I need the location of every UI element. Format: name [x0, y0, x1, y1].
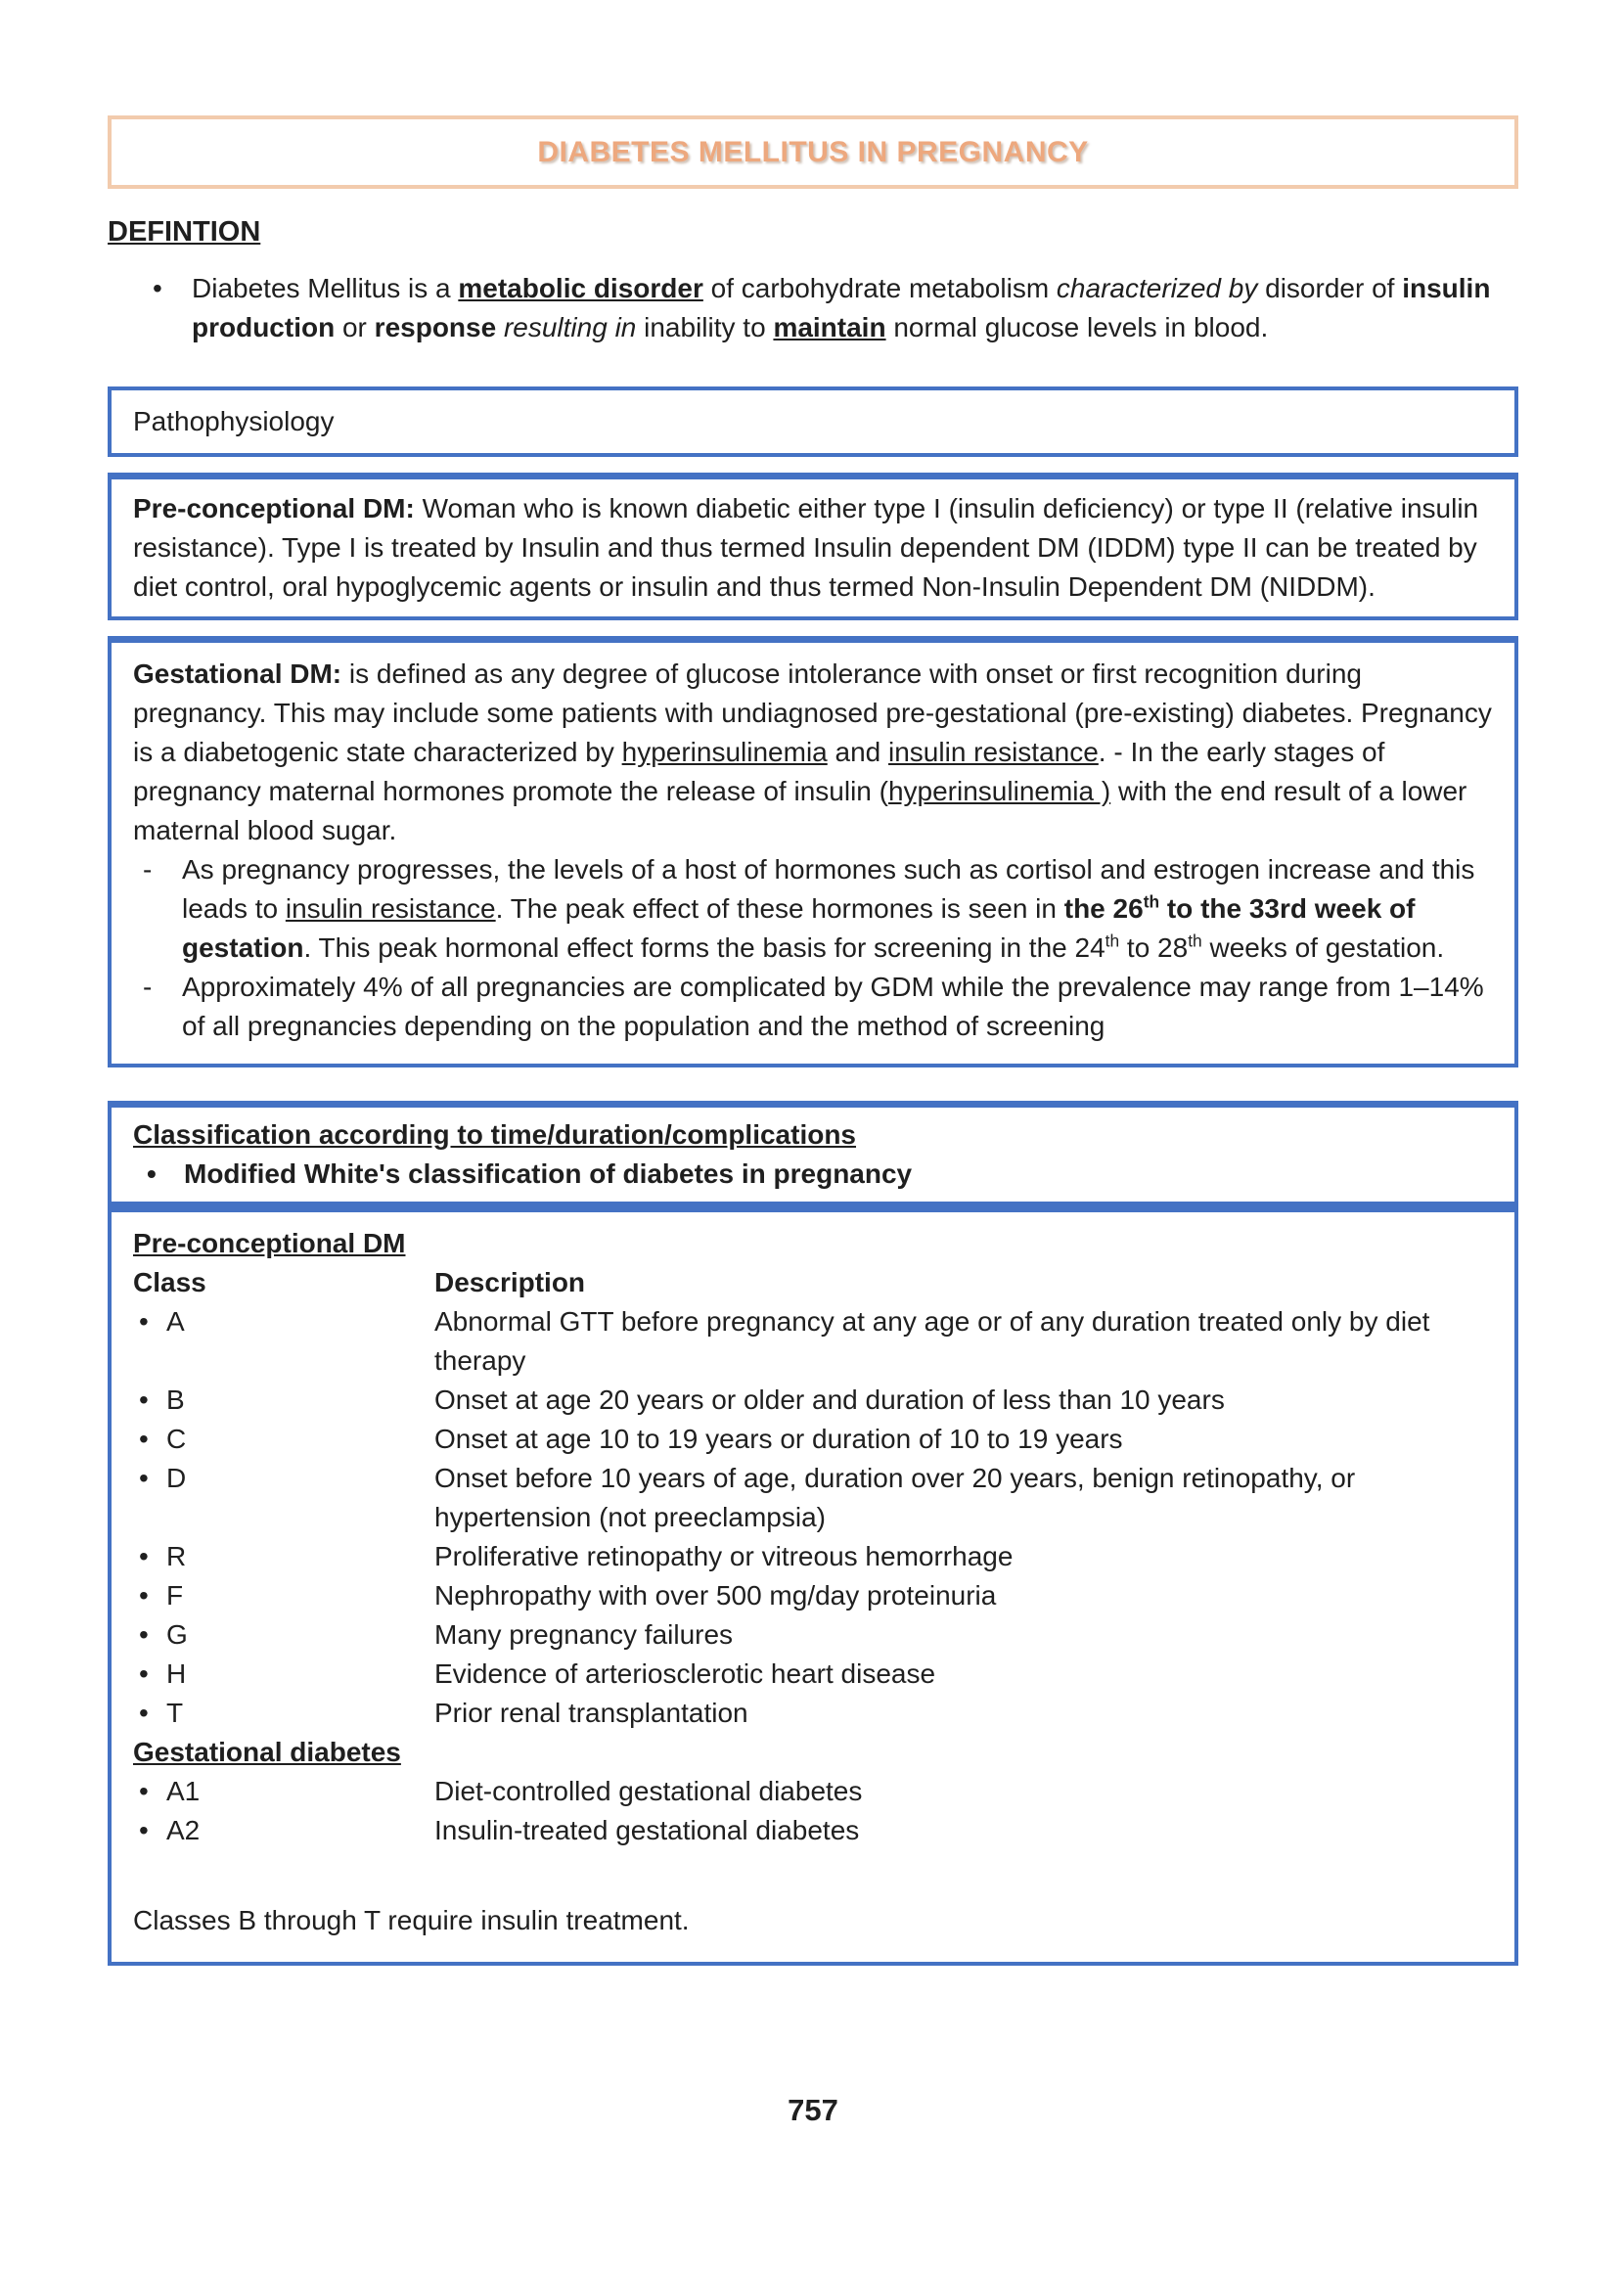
section-heading: Gestational diabetes	[133, 1737, 401, 1767]
bullet-icon: •	[153, 273, 162, 303]
list-item	[133, 850, 1493, 968]
description-column-header: Description	[434, 1267, 586, 1297]
bullet-icon: •	[139, 1385, 149, 1415]
bullet-icon: •	[139, 1424, 149, 1454]
table-row	[133, 1694, 1493, 1733]
table-row	[133, 1381, 1493, 1420]
table-row	[133, 1811, 1493, 1850]
description-cell: Onset at age 10 to 19 years or duration of 10 to 19 years	[434, 1424, 1123, 1454]
description-cell: Prior renal transplantation	[434, 1698, 748, 1728]
description-cell: Onset before 10 years of age, duration over 20 years, benign retinopathy, or hypertension (not preeclampsia)	[434, 1463, 1356, 1532]
bullet-icon: •	[139, 1541, 149, 1571]
table-row	[133, 1615, 1493, 1655]
pathophysiology-label: Pathophysiology	[133, 406, 335, 436]
classification-subheading-row	[133, 1155, 1493, 1194]
bullet-icon: •	[139, 1815, 149, 1845]
preconceptional-dm-box	[108, 473, 1518, 620]
bullet-icon: •	[139, 1306, 149, 1337]
description-cell: Evidence of arteriosclerotic heart disease	[434, 1658, 936, 1689]
class-cell: H	[166, 1658, 187, 1689]
bullet-icon: •	[147, 1158, 157, 1189]
definition-text: Diabetes Mellitus is a metabolic disorder of carbohydrate metabolism characterized by disorder of insulin production or response resulting in inability to maintain normal glucose levels in blood.	[192, 273, 1491, 342]
description-cell: Abnormal GTT before pregnancy at any age or of any duration treated only by diet therapy	[434, 1306, 1430, 1376]
class-cell: G	[166, 1619, 188, 1650]
table-row	[133, 1459, 1493, 1537]
definition-heading: DEFINTION	[108, 216, 261, 248]
bullet-icon: •	[139, 1619, 149, 1650]
bullet-icon: •	[139, 1776, 149, 1806]
table-row	[133, 1537, 1493, 1576]
class-cell: B	[166, 1385, 185, 1415]
bullet-icon: •	[139, 1580, 149, 1611]
class-cell: A2	[166, 1815, 201, 1845]
bullet-icon: •	[139, 1698, 149, 1728]
description-cell: Proliferative retinopathy or vitreous hemorrhage	[434, 1541, 1014, 1571]
list-item	[133, 968, 1493, 1046]
classification-header-box	[108, 1101, 1518, 1205]
class-cell: T	[166, 1698, 184, 1728]
dash-icon: -	[143, 854, 153, 885]
class-cell: A	[166, 1306, 185, 1337]
page-number: 757	[788, 2093, 838, 2127]
gestational-dm-intro: Gestational DM: is defined as any degree of glucose intolerance with onset or first recognition during pregnancy. This may include some patients with undiagnosed pre-gestational (pre-existing) diabetes. Pregnancy is a diabetogenic state characterized by hyperinsulinemia and insulin resistance. - In the early stages of pregnancy maternal hormones promote the release of insulin (hyperinsulinemia ) with the end result of a lower maternal blood sugar.	[133, 658, 1492, 845]
table-row	[133, 1420, 1493, 1459]
preconceptional-dm-text: Pre-conceptional DM: Woman who is known diabetic either type I (insulin deficiency) or type II (relative insulin resistance). Type I is treated by Insulin and thus termed Insulin dependent DM (IDDM) type II can be treated by diet control, oral hypoglycemic agents or insulin and thus termed Non-Insulin Dependent DM (NIDDM).	[133, 493, 1479, 602]
class-cell: C	[166, 1424, 187, 1454]
description-cell: Onset at age 20 years or older and duration of less than 10 years	[434, 1385, 1225, 1415]
classification-subheading: Modified White's classification of diabetes in pregnancy	[184, 1158, 913, 1189]
description-cell: Nephropathy with over 500 mg/day proteinuria	[434, 1580, 997, 1611]
description-cell: Many pregnancy failures	[434, 1619, 734, 1650]
table-row	[133, 1302, 1493, 1381]
table-row	[133, 1576, 1493, 1615]
description-cell: Diet-controlled gestational diabetes	[434, 1776, 863, 1806]
class-cell: D	[166, 1463, 187, 1493]
class-cell: F	[166, 1580, 184, 1611]
table-row	[133, 1655, 1493, 1694]
definition-paragraph	[108, 269, 1518, 347]
bullet-icon: •	[139, 1463, 149, 1493]
page-title: DIABETES MELLITUS IN PREGNANCY	[537, 135, 1089, 168]
pathophysiology-box	[108, 386, 1518, 457]
list-item-text: As pregnancy progresses, the levels of a host of hormones such as cortisol and estrogen increase and this leads to insulin resistance. The peak effect of these hormones is seen in the 26th to the 33rd week of gestation. This peak hormonal effect forms the basis for screening in the 24th to 28th weeks of gestation.	[182, 854, 1475, 963]
table-footnote: Classes B through T require insulin treatment.	[133, 1905, 690, 1935]
bullet-icon: •	[139, 1658, 149, 1689]
dash-icon: -	[143, 972, 153, 1002]
table-header-row	[133, 1263, 1493, 1302]
list-item-text: Approximately 4% of all pregnancies are complicated by GDM while the prevalence may range from 1–14% of all pregnancies depending on the population and the method of screening	[182, 972, 1484, 1041]
class-column-header: Class	[133, 1267, 206, 1297]
classification-table-box	[108, 1205, 1518, 1966]
classification-heading: Classification according to time/duration/complications	[133, 1119, 857, 1150]
title-box	[108, 115, 1518, 189]
gestational-dm-box	[108, 636, 1518, 1067]
description-cell: Insulin-treated gestational diabetes	[434, 1815, 860, 1845]
section-heading: Pre-conceptional DM	[133, 1228, 406, 1258]
table-row	[133, 1772, 1493, 1811]
class-cell: A1	[166, 1776, 201, 1806]
class-cell: R	[166, 1541, 187, 1571]
